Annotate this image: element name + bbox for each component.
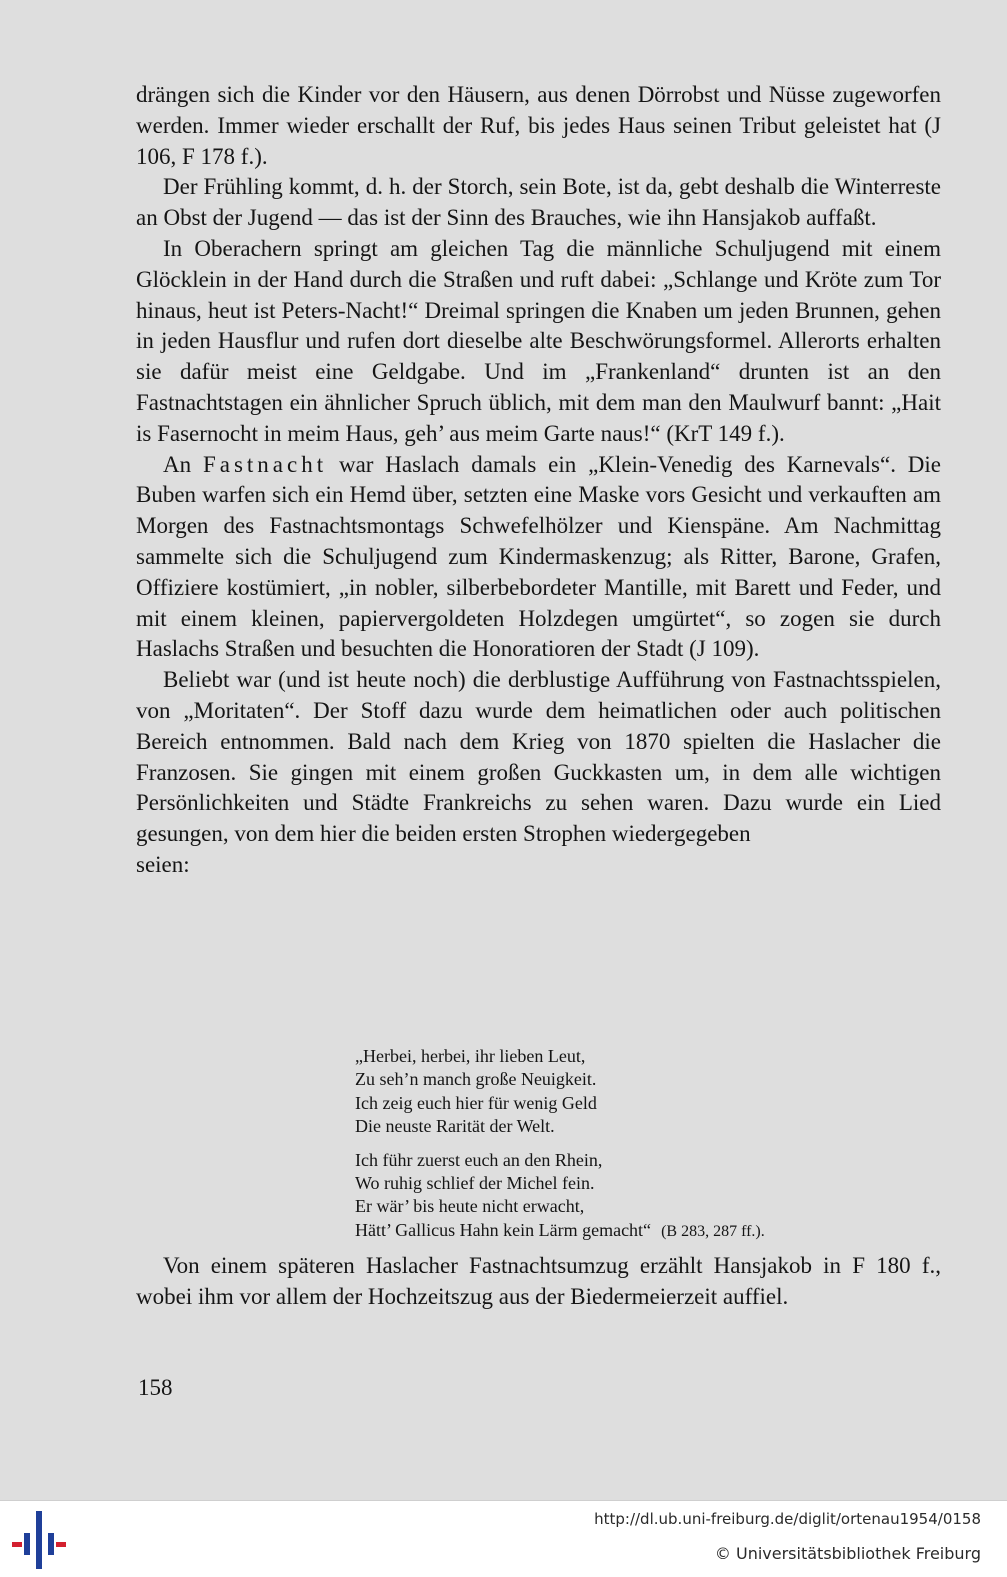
viewer-footer bbox=[0, 1500, 1007, 1577]
poem-line: Ich zeig euch hier für wenig Geld bbox=[355, 1092, 597, 1113]
poem-line-text: Hätt’ Gallicus Hahn kein Lärm gemacht“ bbox=[355, 1219, 652, 1240]
permalink-url[interactable]: http://dl.ub.uni-freiburg.de/diglit/ortenau1954/0158 bbox=[594, 1510, 981, 1528]
paragraph-fastnacht-rest: war Haslach damals ein „Klein-Venedig des Karnevals“. Die Buben warfen sich ein Hemd über, setzten eine Maske vors Gesicht und verkauften am Morgen des Fastnachtsmontags Schwefelhölzer und Kienspäne. Am Nachmittag sammelte sich die Schuljugend zum Kindermaskenzug; als Ritter, Barone, Grafen, Offiziere kostümiert, „in nobler, silberbebordeter Mantille, mit Barett und Feder, und mit einem kleinen, papiervergoldeten Holzdegen umgürtet“, so zogen sie durch Haslachs Straßen und besuchten die Honoratioren der Stadt (J 109). bbox=[136, 451, 942, 662]
paragraph-moritaten: Beliebt war (und ist heute noch) die derblustige Aufführung von Fastnachtsspielen, von „Moritaten“. Der Stoff dazu wurde dem heimatlichen oder auch politischen Bereich entnommen. Bald nach dem Krieg von 1870 spielten die Haslacher die Franzosen. Sie gingen mit einem großen Guckkasten um, in dem alle wichtigen Persönlichkeiten und Städte Frankreichs zu sehen waren. Dazu wurde ein Lied gesungen, von dem hier die beiden ersten Strophen wiedergegeben bbox=[136, 667, 941, 847]
poem-line: Die neuste Rarität der Welt. bbox=[355, 1116, 555, 1137]
paragraph-fastnacht bbox=[136, 450, 941, 666]
paragraph-fastnacht-lead: An bbox=[163, 451, 192, 477]
poem-line: Er wär’ bis heute nicht erwacht, bbox=[355, 1196, 585, 1217]
poem-stanza-1 bbox=[355, 1045, 955, 1139]
poem-line: Ich führ zuerst euch an den Rhein, bbox=[355, 1149, 603, 1170]
poem-citation: (B 283, 287 ff.). bbox=[661, 1222, 765, 1240]
paragraph-closing: Von einem späteren Haslacher Fastnachtsumzug erzählt Hansjakob in F 180 f., wobei ihm vor allem der Hochzeitszug aus der Biedermeierzeit auffiel. bbox=[136, 1253, 941, 1309]
poem-line: Wo ruhig schlief der Michel fein. bbox=[355, 1173, 595, 1194]
poem-line: „Herbei, herbei, ihr lieben Leut, bbox=[355, 1046, 586, 1066]
poem-stanza-2 bbox=[355, 1149, 955, 1244]
paragraph-fastnacht-keyword: Fastnacht bbox=[202, 451, 328, 477]
page-number: 158 bbox=[138, 1375, 173, 1400]
paragraph-storch: Der Frühling kommt, d. h. der Storch, sein Bote, ist da, gebt deshalb die Winterreste an Obst der Jugend — das ist der Sinn des Brauches, wie ihn Hansjakob auffaßt. bbox=[136, 174, 941, 231]
ub-freiburg-logo-icon[interactable] bbox=[10, 1509, 70, 1571]
paragraph-seien: seien: bbox=[136, 851, 190, 877]
body-text bbox=[136, 80, 941, 880]
poem-line-last bbox=[355, 1219, 955, 1243]
poem bbox=[355, 1045, 955, 1243]
paragraph-oberachern: In Oberachern springt am gleichen Tag die männliche Schuljugend mit einem Glöcklein in der Hand durch die Straßen und ruft dabei: „Schlange und Kröte zum Tor hinaus, heut ist Peters-Nacht!“ Dreimal springen die Knaben um jeden Brunnen, gehen in jeden Hausflur und rufen dort dieselbe alte Beschwörungsformel. Allerorts erhalten sie dafür meist eine Geldgabe. Und im „Frankenland“ drunten ist an den Fastnachtstagen ein ähnlicher Spruch üblich, mit dem man den Maulwurf bannt: „Hait is Fasernocht in meim Haus, geh’ aus meim Garte naus!“ (KrT 149 f.). bbox=[136, 235, 941, 446]
copyright-notice: © Universitätsbibliothek Freiburg bbox=[714, 1544, 981, 1563]
poem-line: Zu seh’n manch große Neuigkeit. bbox=[355, 1069, 597, 1090]
paragraph-continuation: drängen sich die Kinder vor den Häusern, aus denen Dörrobst und Nüsse zugeworfen werden. Immer wieder erschallt der Ruf, bis jedes Haus seinen Tribut geleistet hat (J 106, F 178 f.). bbox=[136, 82, 941, 169]
